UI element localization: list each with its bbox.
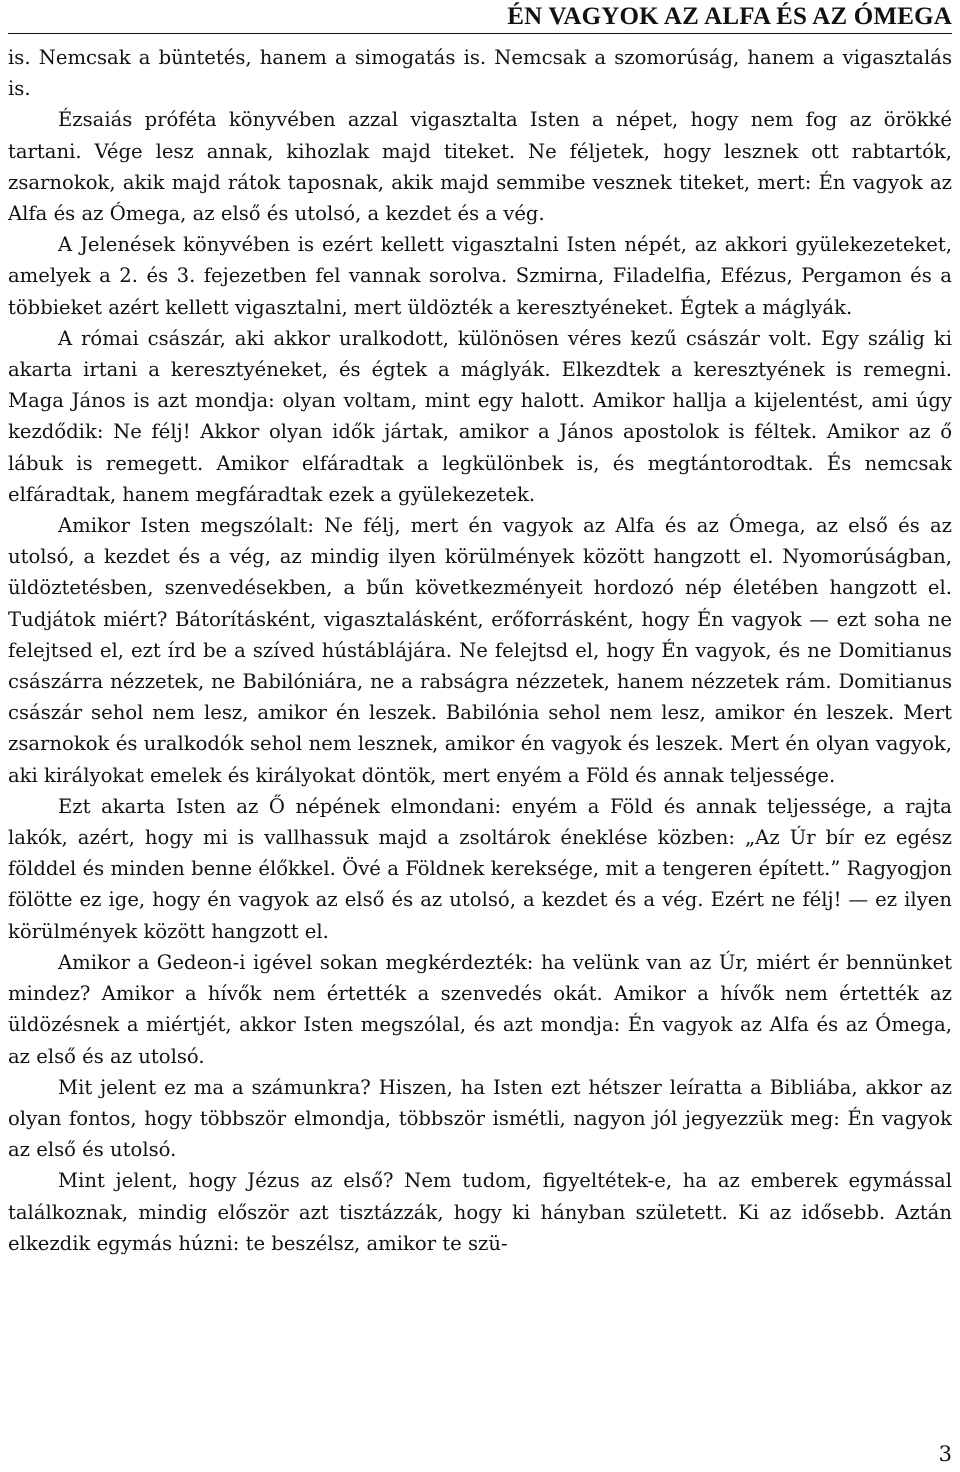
header-rule xyxy=(8,33,952,34)
paragraph: is. Nemcsak a büntetés, hanem a simogatás is. Nemcsak a szomorúság, hanem a vigasztalás is. xyxy=(8,46,952,101)
paragraph: Mit jelent ez ma a számunkra? Hiszen, ha Isten ezt hétszer leíratta a Bibliába, akkor az olyan fontos, hogy többször elmondja, többször ismétli, nagyon jól jegyezzük meg: Én vagyok az első és utolsó. xyxy=(8,1075,952,1162)
paragraph: Mint jelent, hogy Jézus az első? Nem tudom, figyeltétek-e, ha az emberek egymással találkoznak, mindig először azt tisztázzák, hogy ki hányban született. Ki az idősebb. Aztán elkezdik egymás húzni: te beszélsz, amikor te szü- xyxy=(8,1169,952,1255)
paragraph: Amikor a Gedeon-i igével sokan megkérdezték: ha velünk van az Úr, miért ér bennünket mindez? Amikor a hívők nem értették a szenvedés okát. Amikor a hívők nem értették az üldözésnek a miértjét, akkor Isten megszólal, és azt mondja: Én vagyok az Alfa és az Ómega, az első és az utolsó. xyxy=(8,950,952,1068)
paragraph: Ezt akarta Isten az Ő népének elmondani: enyém a Föld és annak teljessége, a rajta lakók, azért, hogy mi is vallhassuk majd a zsoltárok éneklése közben: „Az Úr bír ez egész földdel és minden benne élőkkel. Övé a Földnek kereksége, mit a tengeren épített.” Ragyogjon fölötte ez ige, hogy én vagyok az első és az utolsó, a kezdet és a vég. Ezért ne félj! — ez ilyen körülmények között hangzott el. xyxy=(8,794,952,943)
paragraph: A Jelenések könyvében is ezért kellett vigasztalni Isten népét, az akkori gyülekezeteket, amelyek a 2. és 3. fejezetben fel vannak sorolva. Szmirna, Filadelfia, Efézus, Pergamon és a többieket azért kellett vigasztalni, mert üldözték a keresztyéneket. Égtek a máglyák. xyxy=(8,233,952,319)
paragraph: Amikor Isten megszólalt: Ne félj, mert én vagyok az Alfa és az Ómega, az első és az utolsó, a kezdet és a vég, az mindig ilyen körülmények között hangzott el. Nyomorúságban, üldöztetésben, szenvedésekben, a bűn következményeit hordozó nép életében hangzott el. Tudjátok miért? Bátorításként, vigasztalásként, erőforrásként, hogy Én vagyok — ezt soha ne felejtsed el, ezt írd be a szíved hústáblájára. Ne felejtsd el, hogy Én vagyok, és ne Domitianus császárra nézzetek, ne Babilóniára, ne a rabságra nézzetek, hanem nézzetek rám. Domitianus császár sehol nem lesz, amikor én leszek. Babilónia sehol nem lesz, amikor én leszek. Mert zsarnokok és uralkodók sehol nem lesznek, amikor én vagyok és leszek. Mert én olyan vagyok, aki királyokat emelek és királyokat döntök, mert enyém a Föld és annak teljessége. xyxy=(8,514,952,787)
running-header: ÉN VAGYOK AZ ALFA ÉS AZ ÓMEGA xyxy=(507,3,952,30)
paragraph: A római császár, aki akkor uralkodott, különösen véres kezű császár volt. Egy szálig ki akarta irtani a keresztyéneket, és égtek a máglyák. Elkezdtek a keresztyének is remegni. Maga János is azt mondja: olyan voltam, mint egy halott. Amikor hallja a kijelentést, ami úgy kezdődik: Ne félj! Akkor olyan idők jártak, amikor a János apostolok is féltek. Amikor az ő lábuk is remegett. Amikor elfáradtak a legkülönbek is, és megtántorodtak. És nemcsak elfáradtak, hanem megfáradtak ezek a gyülekezetek. xyxy=(8,326,952,506)
page-number: 3 xyxy=(938,1442,952,1466)
paragraph: Ézsaiás próféta könyvében azzal vigasztalta Isten a népet, hogy nem fog az örökké tartani. Vége lesz annak, kihozlak majd titeket. Ne féljetek, hogy lesznek ott rabtartók, zsarnokok, akik majd rátok taposnak, akik majd semmibe vesznek titeket, mert: Én vagyok az Alfa és az Ómega, az első és utolsó, a kezdet és a vég. xyxy=(8,108,952,226)
body-text xyxy=(8,42,952,1259)
